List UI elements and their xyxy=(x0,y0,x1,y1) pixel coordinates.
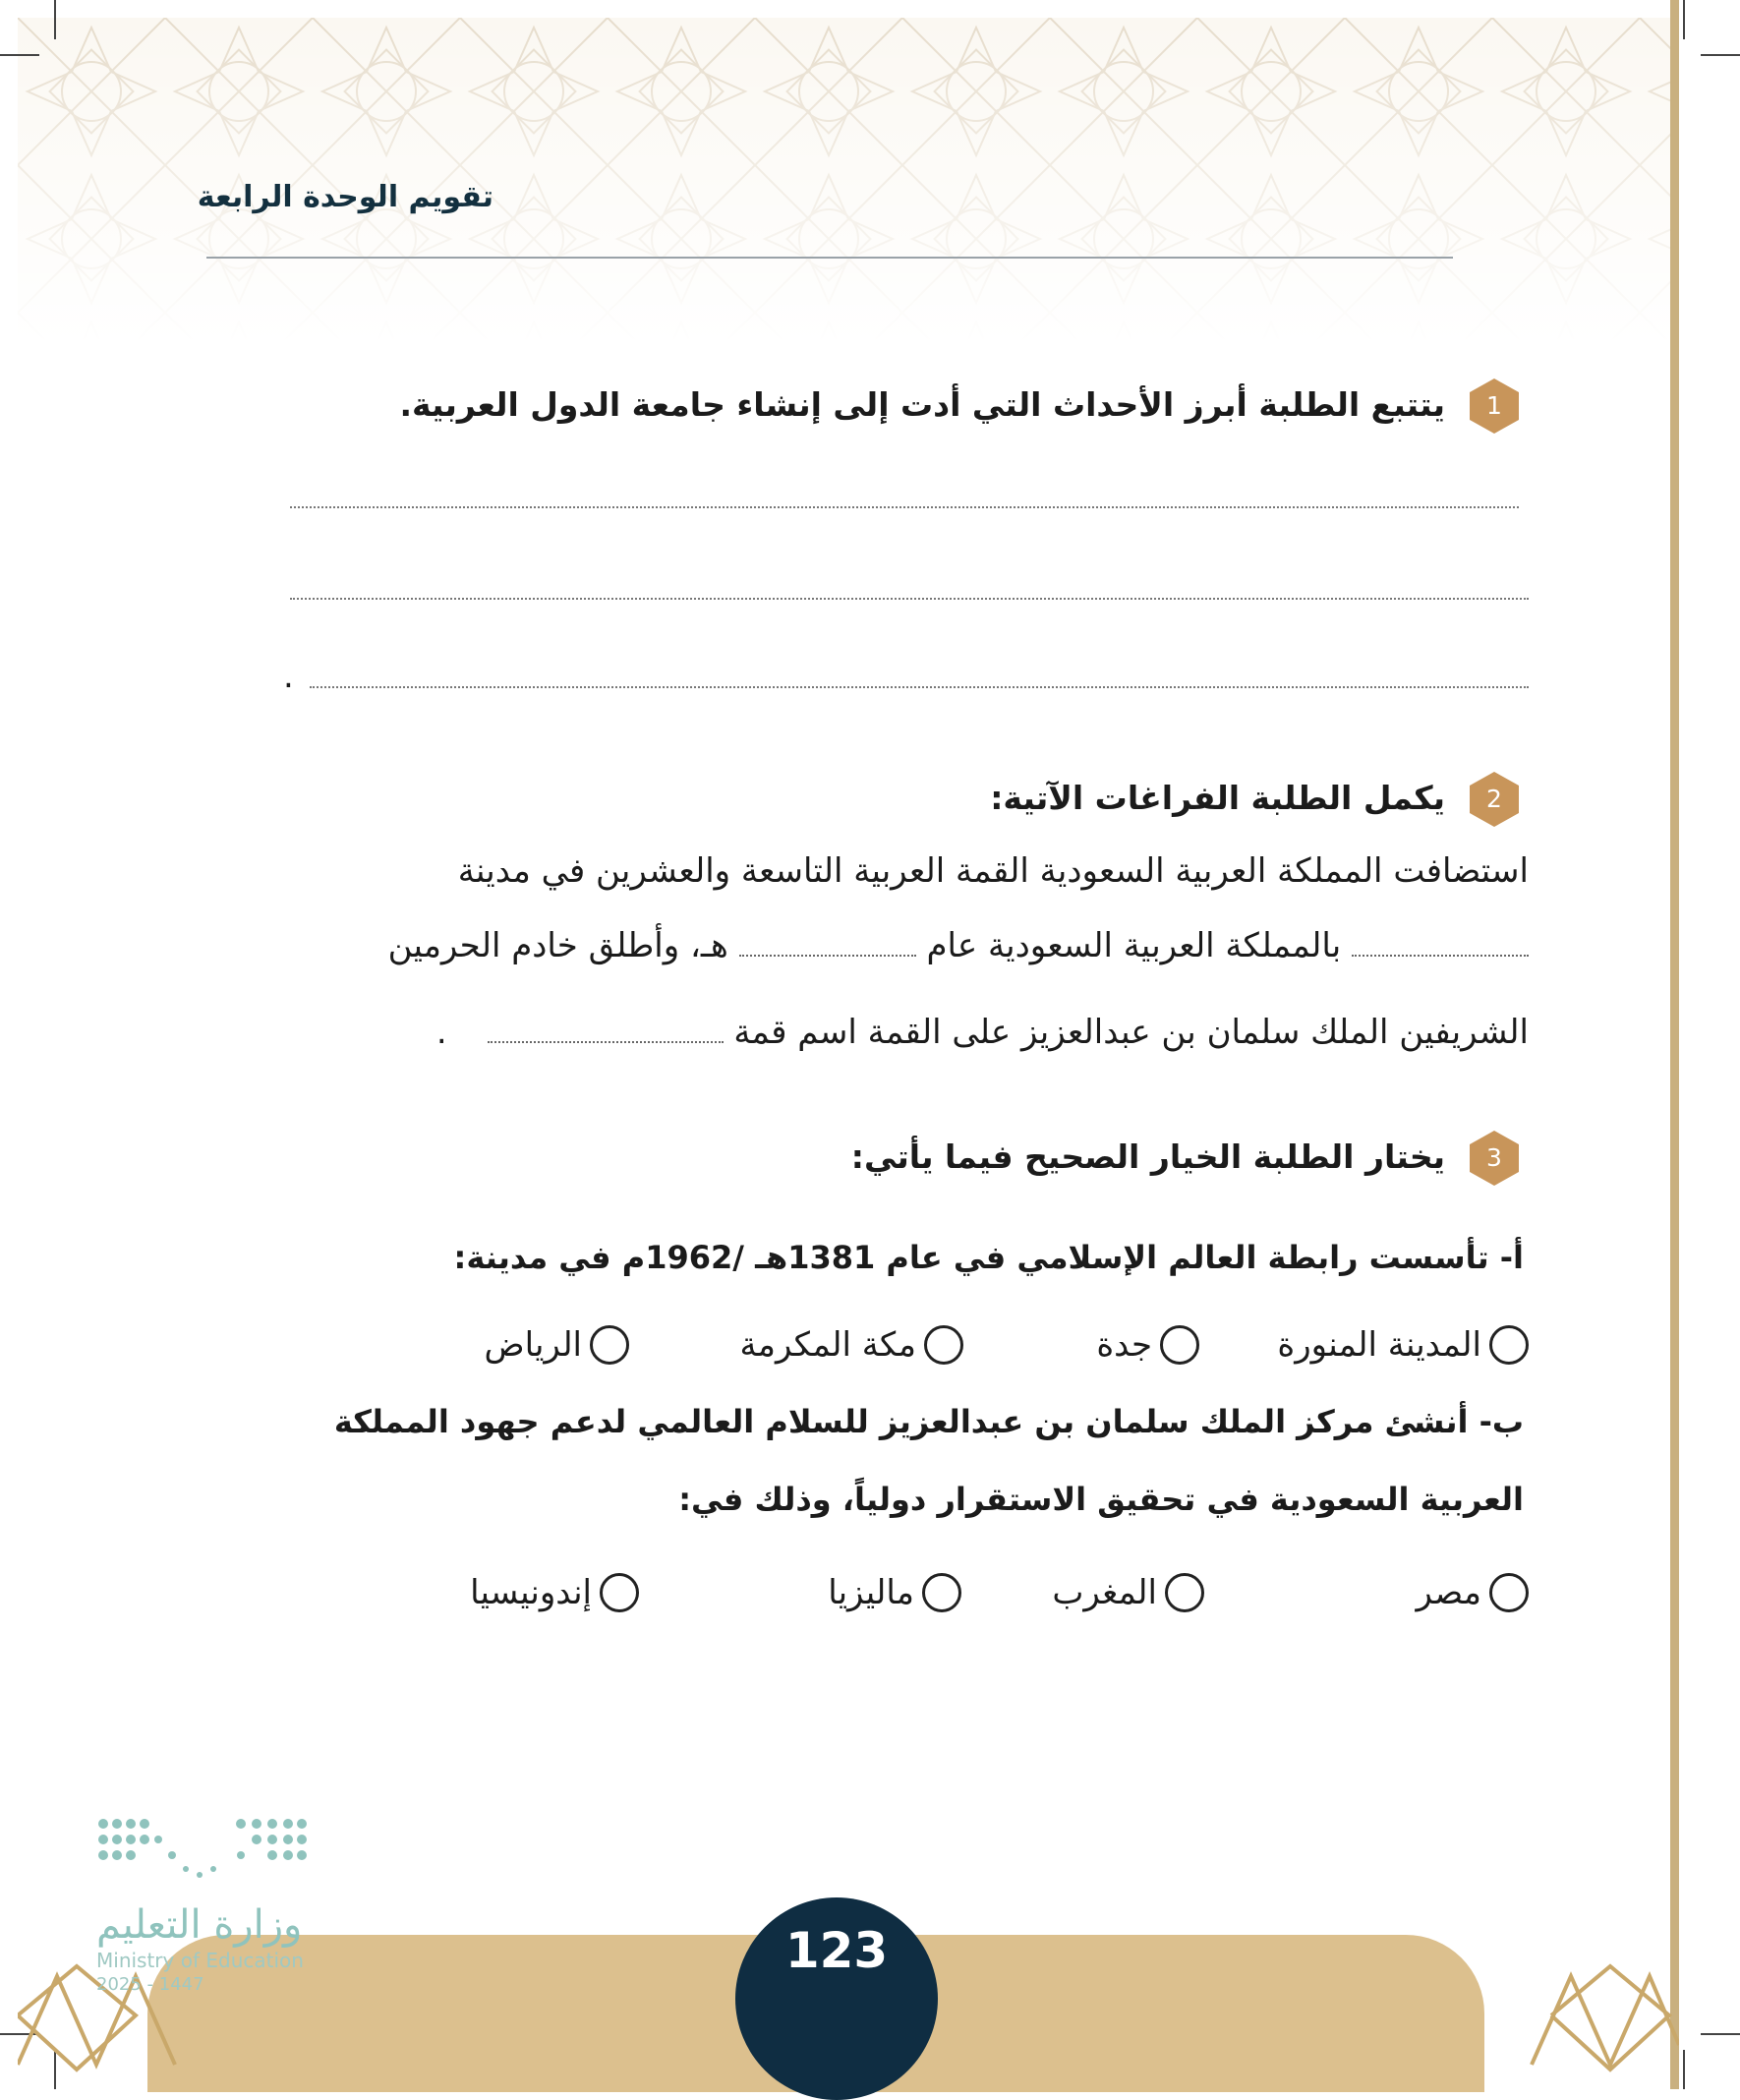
answer-line[interactable] xyxy=(290,506,1519,508)
ministry-logo-icon xyxy=(93,1814,310,1893)
fill-text: بالمملكة العربية السعودية عام xyxy=(926,926,1342,965)
radio-circle[interactable] xyxy=(590,1325,629,1365)
option-a4[interactable] xyxy=(485,1325,630,1365)
fill-line-1: استضافت المملكة العربية السعودية القمة العربية التاسعة والعشرين في مدينة xyxy=(457,851,1529,891)
option-label: المدينة المنورة xyxy=(1277,1325,1481,1365)
crop-mark xyxy=(1701,2033,1740,2035)
crop-mark xyxy=(0,54,39,56)
radio-circle[interactable] xyxy=(922,1573,961,1612)
question-number: 2 xyxy=(1486,785,1502,813)
radio-circle[interactable] xyxy=(924,1325,963,1365)
radio-circle[interactable] xyxy=(600,1573,639,1612)
radio-circle[interactable] xyxy=(1165,1573,1204,1612)
fill-line-3 xyxy=(436,1013,1529,1052)
answer-line[interactable] xyxy=(290,598,1529,600)
radio-circle[interactable] xyxy=(1160,1325,1199,1365)
option-label: الرياض xyxy=(484,1325,582,1365)
question-number-badge xyxy=(1465,770,1524,829)
option-a2[interactable] xyxy=(1096,1325,1199,1365)
fill-text: الشريفين الملك سلمان بن عبدالعزيز على القمة اسم قمة xyxy=(733,1013,1529,1052)
question-number: 1 xyxy=(1486,391,1502,420)
option-label: ماليزيا xyxy=(828,1573,914,1612)
part-b-stem-line1: ب- أنشئ مركز الملك سلمان بن عبدالعزيز للسلام العالمي لدعم جهود المملكة xyxy=(333,1403,1524,1440)
part-a-stem: أ- تأسست رابطة العالم الإسلامي في عام 1381هـ /1962م في مدينة: xyxy=(453,1239,1524,1276)
question-number: 3 xyxy=(1486,1143,1502,1172)
fill-line-2 xyxy=(388,926,1529,965)
part-b-stem-line2: العربية السعودية في تحقيق الاستقرار دولياً، وذلك في: xyxy=(678,1481,1524,1518)
ministry-name-arabic: وزارة التعليم xyxy=(96,1902,303,1948)
ministry-year: 2025 - 1447 xyxy=(96,1974,204,1995)
fill-text: هـ، وأطلق خادم الحرمين xyxy=(387,926,728,965)
blank-year[interactable] xyxy=(739,955,916,957)
option-b3[interactable] xyxy=(828,1573,961,1612)
sentence-end-dot: . xyxy=(435,1013,447,1052)
crop-mark xyxy=(54,0,56,39)
crop-mark xyxy=(1683,0,1685,39)
radio-circle[interactable] xyxy=(1489,1325,1529,1365)
question-1-text: يتتبع الطلبة أبرز الأحداث التي أدت إلى إنشاء جامعة الدول العربية. xyxy=(399,385,1445,424)
sentence-end-dot: . xyxy=(283,657,294,696)
blank-city[interactable] xyxy=(1352,955,1529,957)
radio-circle[interactable] xyxy=(1489,1573,1529,1612)
option-b2[interactable] xyxy=(1052,1573,1204,1612)
option-b4[interactable] xyxy=(470,1573,639,1612)
option-label: مصر xyxy=(1416,1573,1481,1612)
option-label: المغرب xyxy=(1052,1573,1157,1612)
question-2-text: يكمل الطلبة الفراغات الآتية: xyxy=(990,779,1445,817)
title-divider xyxy=(206,257,1453,259)
question-3-text: يختار الطلبة الخيار الصحيح فيما يأتي: xyxy=(850,1138,1445,1176)
option-label: جدة xyxy=(1096,1325,1152,1365)
question-number-badge xyxy=(1465,377,1524,436)
answer-line[interactable] xyxy=(310,686,1529,688)
option-a3[interactable] xyxy=(740,1325,963,1365)
ministry-name-english: Ministry of Education xyxy=(96,1949,304,1972)
page-title: تقويم الوحدة الرابعة xyxy=(197,180,493,214)
option-label: مكة المكرمة xyxy=(739,1325,916,1365)
option-label: إندونيسيا xyxy=(470,1573,592,1612)
option-b1[interactable] xyxy=(1417,1573,1529,1612)
blank-summit-name[interactable] xyxy=(488,1041,724,1043)
question-number-badge xyxy=(1465,1129,1524,1188)
crop-mark xyxy=(1683,2050,1685,2089)
crop-mark xyxy=(1701,54,1740,56)
option-a1[interactable] xyxy=(1277,1325,1529,1365)
page-number: 123 xyxy=(784,1922,889,1979)
page-right-border xyxy=(1670,0,1679,2089)
